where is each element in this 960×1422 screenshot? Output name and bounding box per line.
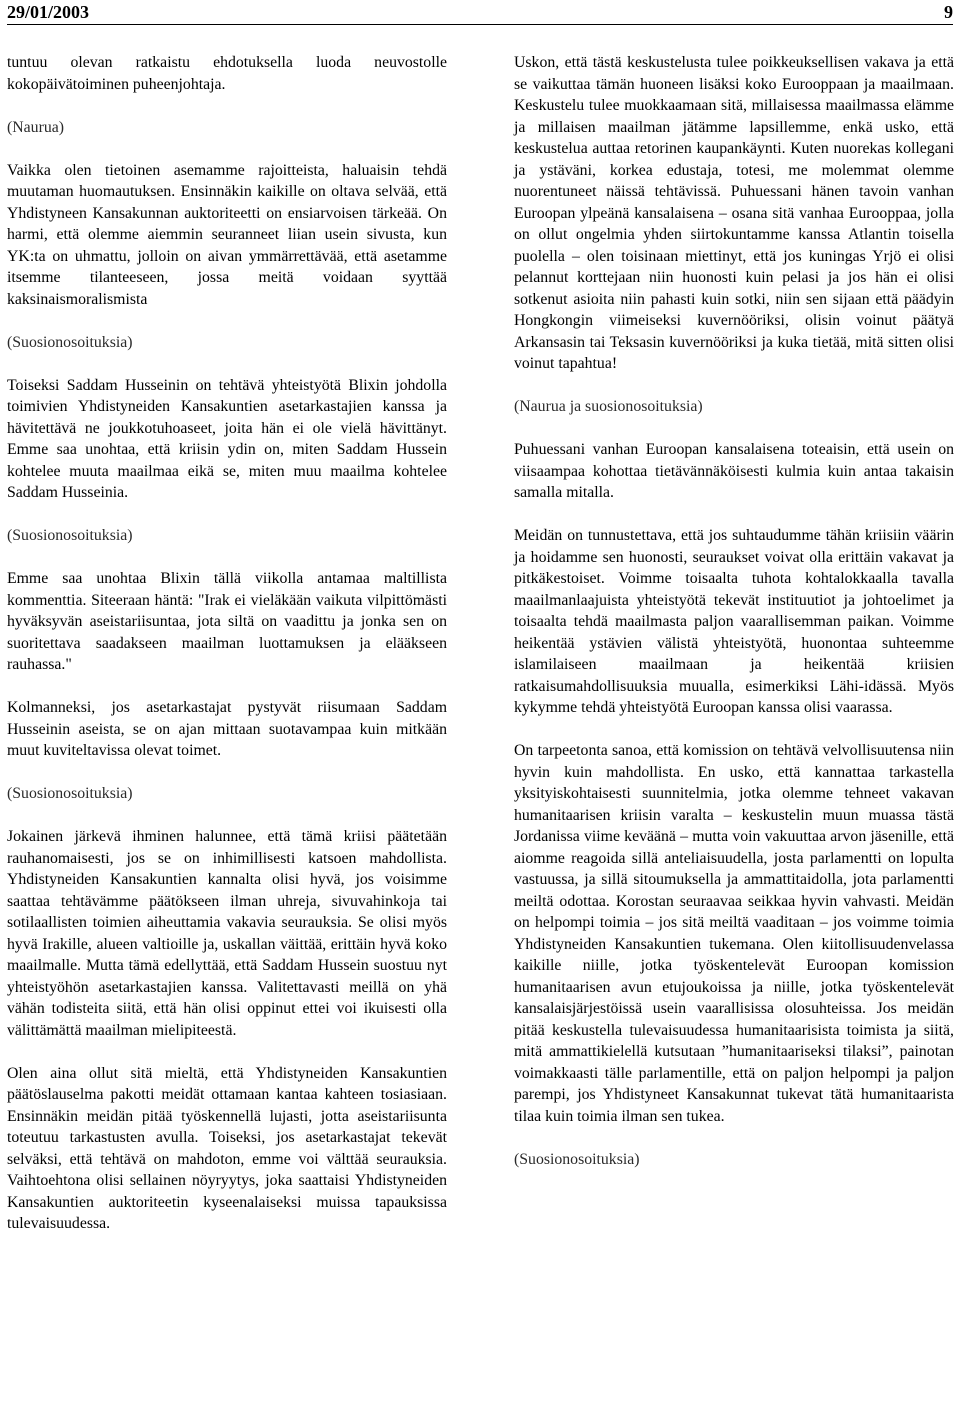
paragraph: Meidän on tunnustettava, että jos suhtaudumme tähän kriisiin väärin ja hoidamme sen huonosti, seuraukset voivat olla erittäin vakavat ja pitkäkestoiset. Voimme toisaalta tuhota kohtalokkaalla tavalla maailmanlaajuista yhteistyötä tekevät instituutiot ja johtoelimet ja toisaalta tehdä maailmasta paljon vaarallisemman paikan. Voimme heikentää ystävien välistä yhteistyötä, huonontaa suhteemme islamilaiseen maailmaan ja heikentää kriisien ratkaisumahdollisuuksia muualla, esimerkiksi Lähi-idässä. Myös kykymme tehdä yhteistyötä Euroopan kanssa olisi vaarassa. [514,527,954,716]
paragraph: Jokainen järkevä ihminen halunnee, että tämä kriisi päätetään rauhanomaisesti, jos se on inhimillisesti katsoen mahdollista. Yhdistyneiden Kansakuntien kannalta olisi hyvä, jos voisimme saattaa tehtävämme päätökseen ilman uhreja, sivuvahinkoja tai sotilaallisten toimien aiheuttamia vakavia seurauksia. Se olisi myös hyvä Irakille, alueen valtioille ja, uskallan väittää, erittäin hyvä koko maailmalle. Mutta tämä edellyttää, että Saddam Hussein suostuu nyt yhteistyöhön asetarkastajien kanssa. Valitettavasti meillä on yhä vähän todisteita siitä, että hän olisi oppinut ettei voi ikuisesti olla välittämättä maailman mielipiteestä. [7,828,447,1039]
stage-direction: (Suosionosoituksia) [7,527,133,544]
left-column [7,52,447,1256]
paragraph: Puhuessani vanhan Euroopan kansalaisena toteaisin, että usein on viisaampaa kohottaa tietävännäköisesti kulmia kuin antaa takaisin samalla mitalla. [514,441,954,501]
stage-direction: (Naurua) [7,118,65,136]
paragraph: Uskon, että tästä keskustelusta tulee poikkeuksellisen vakava ja että se vaikuttaa tämän huoneen lisäksi koko Eurooppaan ja maailmaan. Keskustelu tulee muokkaamaan sitä, millaisessa maailmassa elämme ja millaisen maailman jätämme lapsillemme, enkä usko, että keskustelua auttaa retorinen kaupankäynti. Kuten nuorekas kollegani ja ystäväni, korkea edustaja, totesi, me molemmat olemme nuorentuneet näissä tehtävissä. Puhuessani hänen tavoin vanhan Euroopan ylpeänä kansalaisena – osana sitä vanhaa Eurooppaa, jolla on ollut ongelmia yhden siirtokuntamme kanssa Atlantin toisella puolella – olen toisinaan miettinyt, että jos kuningas Yrjö ei olisi pelannut korttejaan niin huonosti kuin pelasi ja jos hän ei olisi sotkenut asioita niin pahasti kuin sotki, niin sen sijaan että päädyin Hongkongin viimeiseksi kuvernööriksi, olisin voinut päätyä Arkansasin tai Teksasin kuvernööriksi ja kuka tietää, mitä sitten olisi voinut tapahtua! [514,54,954,372]
paragraph: On tarpeetonta sanoa, että komission on tehtävä velvollisuutensa niin hyvin kuin mahdollista. En usko, että kannattaa tarkastella yksityiskohtaisesti suunnitelmia, jotka olemme tehneet vakavan humanitaarisen kriisin varalta – keskustelin muun muassa tästä Jordanissa viime keväänä – mutta voin vakuuttaa arvon jäsenille, että aiomme reagoida sillä anteliaisuudella, josta parlamentti on lopulta vastuussa, ja sillä sitoumuksella ja ammattitaidolla, jota parlamentti meiltä odottaa. Korostan seuraavaa seikkaa hyvin vahvasti. Meidän on helpompi toimia – jos sitä meiltä vaaditaan – jos voimme toimia Yhdistyneiden Kansakuntien tukemana. Olen kiitollisuudenvelassa kaikille niille, jotka työskentelevät Euroopan komission humanitaarisen avun etujoukoissa ja niille, jotka työskentelevät kansalaisjärjestöissä usein vaarallisissa olosuhteissa. Jos meidän pitää keskustella tulevaisuudessa humanitaarisista toimista ja siitä, mitä ammattikielellä kutsutaan ”humanitaariseksi tilaksi”, painotan voimakkaasti tälle parlamentille, että on paljon helpompi ja paljon parempi, jos Yhdistyneet Kansakunnat tukevat tätä humanitaarista tilaa kuin toimia ilman sen tukea. [514,742,954,1125]
paragraph: tuntuu olevan ratkaistu ehdotuksella luoda neuvostolle kokopäivätoiminen puheenjohtaja. [7,54,447,93]
paragraph: Vaikka olen tietoinen asemamme rajoitteista, haluaisin tehdä muutaman huomautuksen. Ensinnäkin kaikille on oltava selvää, että Yhdistyneen Kansakunnan auktoriteetti on ensiarvoisen tärkeää. On harmi, että olemme aiemmin seuranneet liian usein sivusta, kun YK:ta on uhmattu, jolloin on aivan ymmärrettävää, että asetamme itsemme tilanteeseen, jossa meitä voidaan syyttää kaksinaismoralismista [7,161,447,308]
page-number: 9 [944,2,953,22]
paragraph: Olen aina ollut sitä mieltä, että Yhdistyneiden Kansakuntien päätöslauselma pakotti meidät ottamaan kantaa kahteen tosiasiaan. Ensinnäkin meidän pitää työskennellä lujasti, jotta aseistariisunta toteutuu tarkastusten avulla. Toiseksi, jos asetarkastajat tekevät selväksi, että tehtävä on mahdoton, emme voi välttää seurauksia. Vaihtoehtona olisi sellainen nöyryytys, joka saattaisi Yhdistyneiden Kansakuntien auktoriteetin kyseenalaiseksi muissa tapauksissa tulevaisuudessa. [7,1064,447,1232]
paragraph: Emme saa unohtaa Blixin tällä viikolla antamaa maltillista kommenttia. Siteeraan häntä: "Irak ei vieläkään vaikuta vilpittömästi hyväksyvän aseistariisuntaa, jota siltä on vaadittu ja jonka sen on suoritettava saadakseen maailman luottamuksen ja elääkseen rauhassa." [7,570,447,673]
paragraph: Kolmanneksi, jos asetarkastajat pystyvät riisumaan Saddam Husseinin aseista, se on ajan mittaan suotavampaa kuin mitkään muut kuviteltavissa olevat toimet. [7,699,447,759]
right-column [514,52,954,1192]
stage-direction: (Suosionosoituksia) [7,785,133,802]
paragraph: Toiseksi Saddam Husseinin on tehtävä yhteistyötä Blixin johdolla toimivien Yhdistyneiden Kansakuntien asetarkastajien kanssa ja hävitettävä ne joukkotuhoaseet, joita hän ei ole vielä hävittänyt. Emme saa unohtaa, että kriisin ydin on, miten Saddam Hussein kohtelee muuta maailmaa eikä se, miten muu maailma kohtelee Saddam Husseinia. [7,376,447,501]
stage-direction: (Suosionosoituksia) [514,1150,640,1168]
stage-direction: (Suosionosoituksia) [7,333,133,351]
stage-direction: (Naurua ja suosionosoituksia) [514,398,703,415]
session-date: 29/01/2003 [7,2,90,22]
page-header [7,0,953,25]
